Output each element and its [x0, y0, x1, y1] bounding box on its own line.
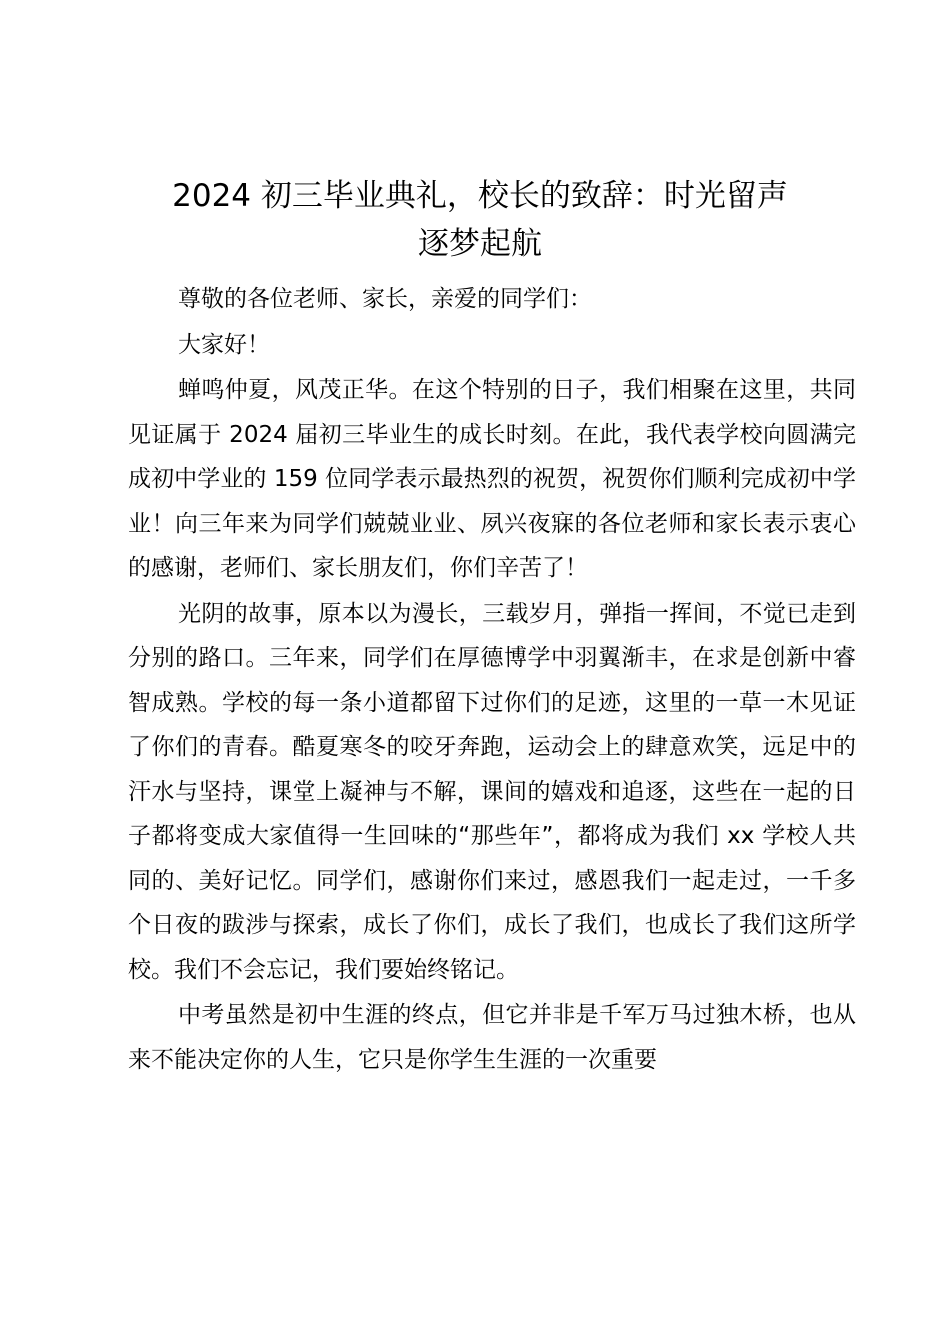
body-paragraph-3: 中考虽然是初中生涯的终点，但它并非是千军万马过独木桥，也从来不能决定你的人生，它只是你学生生涯的一次重要 — [128, 1002, 856, 1073]
title-line-2: 逐梦起航 — [418, 226, 542, 262]
body-paragraph-1: 蝉鸣仲夏，风茂正华。在这个特别的日子，我们相聚在这里，共同见证属于 2024 届初三毕业生的成长时刻。在此，我代表学校向圆满完成初中学业的 159 位同学表示最热烈的祝贺，祝贺你们顺利完成初中学业！向三年来为同学们兢兢业业、夙兴夜寐的各位老师和家长表示衷心的感谢，老师们、家长朋友们，你们辛苦了！ — [128, 377, 856, 581]
greeting-paragraph: 大家好！ — [178, 331, 270, 358]
body-paragraph-2: 光阴的故事，原本以为漫长，三载岁月，弹指一挥间，不觉已走到分别的路口。三年来，同学们在厚德博学中羽翼渐丰，在求是创新中睿智成熟。学校的每一条小道都留下过你们的足迹，这里的一草一木见证了你们的青春。酷夏寒冬的咬牙奔跑，运动会上的肆意欢笑，远足中的汗水与坚持，课堂上凝神与不解，课间的嬉戏和追逐，这些在一起的日子都将变成大家值得一生回味的“那些年”，都将成为我们 xx 学校人共同的、美好记忆。同学们，感谢你们来过，感恩我们一起走过，一千多个日夜的跋涉与探索，成长了你们，成长了我们，也成长了我们这所学校。我们不会忘记，我们要始终铭记。 — [128, 600, 856, 983]
document-title — [120, 172, 840, 268]
document-body — [128, 277, 856, 1082]
title-line-1: 2024 初三毕业典礼，校长的致辞：时光留声 — [172, 178, 788, 214]
salutation-paragraph: 尊敬的各位老师、家长，亲爱的同学们： — [178, 286, 592, 312]
